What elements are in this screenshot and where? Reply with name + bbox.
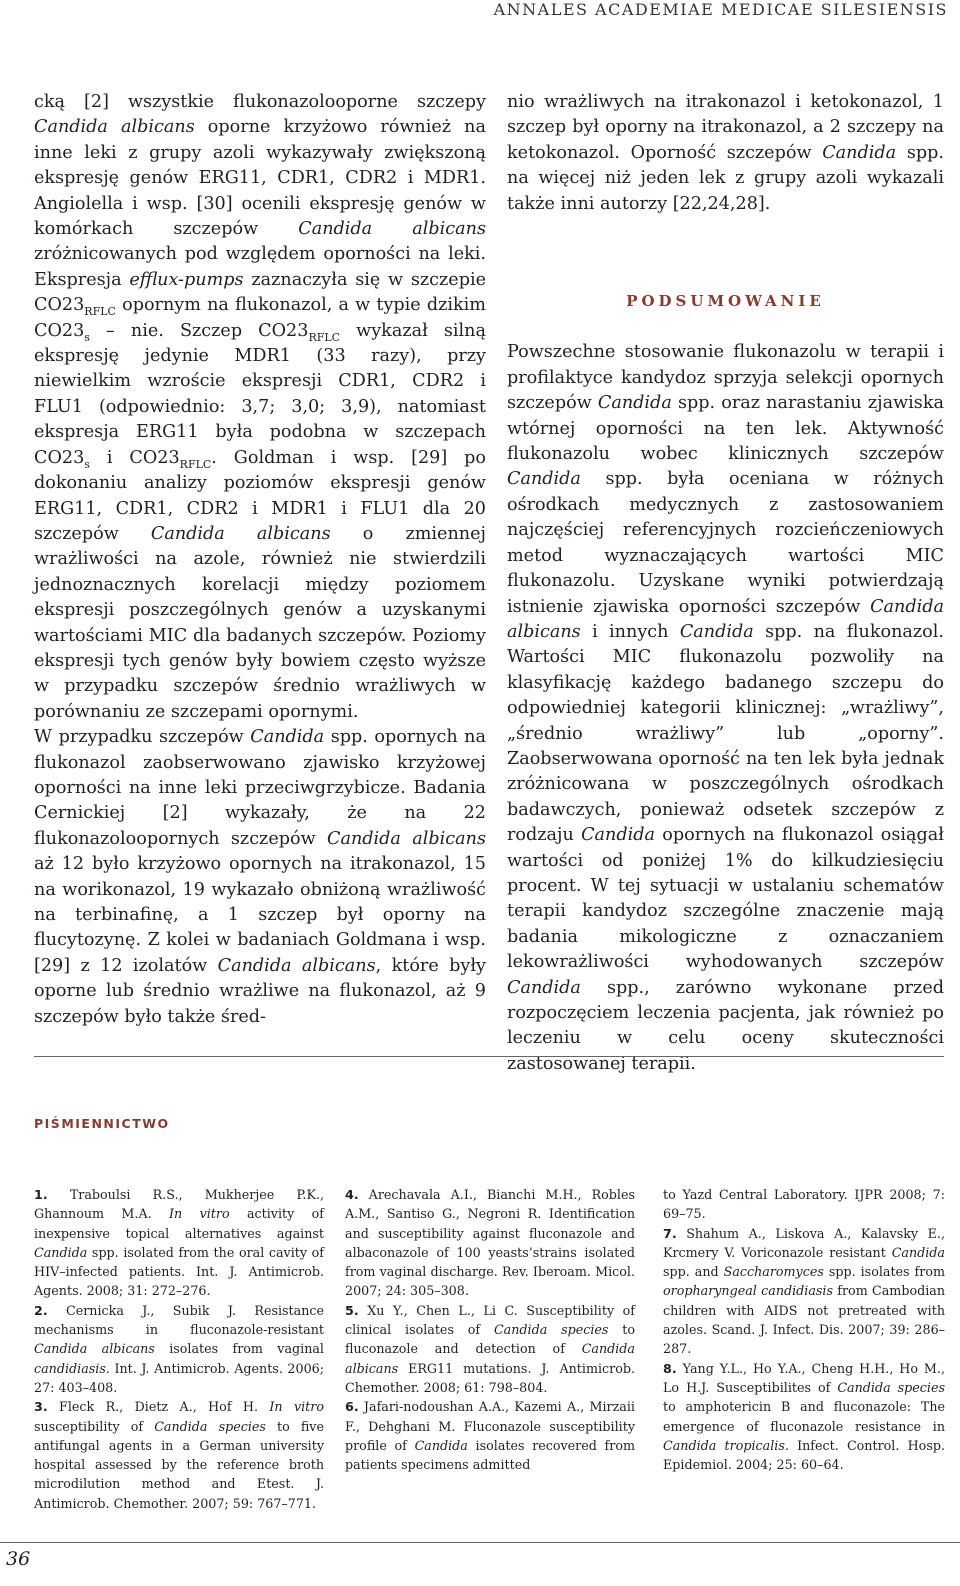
text-run: Cernicka J., Subik J. Resistance mechanisms in fluconazole-resistant <box>34 1302 324 1338</box>
text-run: W przypadku szczepów <box>34 727 251 748</box>
paragraph <box>345 1301 635 1397</box>
paragraph <box>507 340 944 1077</box>
text-run: to five antifungal agents in a German university hospital assessed by the reference broth microdilution method and Etest. J. Antimicrob. Chemother. 2007; 59: 767–771. <box>34 1418 324 1511</box>
body-column-left <box>34 90 486 1030</box>
reference-number: 3. <box>34 1399 48 1415</box>
italic-text: Candida albicans <box>34 117 195 138</box>
italic-text: Candida albicans <box>217 955 376 976</box>
italic-text: Candida <box>507 977 581 998</box>
text-run: isolates recovered from patients specimens admitted <box>345 1437 635 1473</box>
italic-text: Candida <box>679 621 754 642</box>
body-column-right-summary <box>507 340 944 1077</box>
text-run: activity of inexpensive topical alternatives against <box>34 1206 325 1241</box>
italic-text: Candida albicans <box>345 1341 635 1376</box>
text-run: spp. była oceniana w różnych ośrodkach medycznych z zastosowaniem najczęściej referencyjnych rozcieńczeniowych metod wyznaczających wartości MIC flukonazolu. Uzyskane wyniki potwierdzają istnienie zjawiska oporności szczepów <box>507 469 944 617</box>
body-column-right-top <box>507 90 944 217</box>
italic-text: efflux-pumps <box>129 269 244 290</box>
references-column-2 <box>345 1185 635 1474</box>
text-run: zaznaczyła się w szczepie CO23 <box>34 269 486 316</box>
paragraph <box>345 1185 635 1301</box>
text-run: . Goldman i wsp. [29] po dokonaniu analizy poziomów ekspresji genów ERG11, CDR1, CDR2 i MDR1 i FLU1 dla 20 szczepów <box>34 447 486 544</box>
reference-number: 1. <box>34 1187 48 1202</box>
text-run: cką [2] wszystkie flukonazolooporne szczepy <box>34 92 486 112</box>
italic-text: Candida albicans <box>298 219 486 240</box>
text-run: Xu Y., Chen L., Li C. Susceptibility of clinical isolates of <box>345 1302 635 1338</box>
section-heading-podsumowanie: PODSUMOWANIE <box>626 292 825 311</box>
italic-text: Candida albicans <box>507 596 944 642</box>
text-run: to Yazd Central Laboratory. IJPR 2008; 7: 69–75. <box>663 1187 945 1222</box>
italic-text: oropharyngeal candidiasis <box>663 1283 833 1299</box>
subscript: RFLC <box>308 330 341 344</box>
italic-text: Candida <box>507 469 581 490</box>
text-run: spp. na więcej niż jeden lek z grupy azoli wykazali także inni autorzy [22,24,28]. <box>507 142 944 214</box>
references-column-3 <box>663 1185 945 1474</box>
italic-text: Candida <box>822 142 897 163</box>
paragraph <box>507 90 944 217</box>
subscript: RFLC <box>179 457 212 471</box>
paragraph <box>34 1397 324 1513</box>
footer-rule <box>0 1542 960 1543</box>
paragraph <box>34 725 486 1030</box>
text-run: Powszechne stosowanie flukonazolu w terapii i profilaktyce kandydoz sprzyja selekcji opornych szczepów <box>507 342 944 414</box>
paragraph <box>34 90 486 725</box>
text-run: opornych na flukonazol osiągał wartości od poniżej 1% do kilkudziesięciu procent. W tej sytuacji w ustalaniu schematów terapii kandydoz szczególne znaczenie mają badania mikologiczne z oznaczaniem lekowrażliwości wyhodowanych szczepów <box>507 825 945 973</box>
reference-number: 6. <box>345 1399 359 1415</box>
text-run: opornym na flukonazol, a w typie dzikim CO23 <box>34 295 486 341</box>
text-run: aż 12 było krzyżowo opornych na itrakonazol, 15 na worikonazol, 19 wykazało obniżoną wrażliwość na terbinafinę, a 1 szczep był oporny na flucytozynę. Z kolei w badaniach Goldmana i wsp. [29] z 12 izolatów <box>34 854 486 976</box>
italic-text: Saccharomyces <box>723 1264 824 1280</box>
reference-number: 7. <box>663 1225 677 1241</box>
paragraph <box>345 1397 635 1474</box>
italic-text: Candida <box>597 393 672 414</box>
italic-text: Candida species <box>154 1418 266 1434</box>
text-run: i innych <box>580 621 680 642</box>
text-run: spp. isolates from <box>823 1264 945 1280</box>
text-run: Jafari-nodoushan A.A., Kazemi A., Mirzaii F., Dehghani M. Fluconazole susceptibility profile of <box>345 1399 635 1453</box>
italic-text: Candida <box>250 727 325 748</box>
text-run: . Infect. Control. Hosp. Epidemiol. 2004; 25: 60–64. <box>663 1437 945 1473</box>
paragraph <box>663 1224 945 1359</box>
italic-text: Candida albicans <box>150 523 331 544</box>
reference-number: 4. <box>345 1187 359 1202</box>
text-run: spp. opornych na flukonazol zaobserwowano zjawisko krzyżowej oporności na inne leki przeciwgrzybicze. Badania Cernickiej [2] wykazały, że na 22 flukonazoloopornych szczepów <box>34 727 486 849</box>
text-run: Yang Y.L., Ho Y.A., Cheng H.H., Ho M., Lo H.J. Susceptibilites of <box>663 1360 945 1395</box>
text-run: – nie. Szczep CO23 <box>89 320 309 341</box>
text-run: ERG11 mutations. J. Antimicrob. Chemother. 2008; 61: 798–804. <box>345 1360 635 1395</box>
italic-text: In vitro <box>269 1399 324 1415</box>
text-run: Arechavala A.I., Bianchi M.H., Robles A.M., Santiso G., Negroni R. Identification and susceptibility against fluconazole and albaconazole of 100 yeasts’strains isolated from vaginal discharge. Rev. Iberoam. Micol. 2007; 24: 305–308. <box>345 1187 635 1299</box>
text-run: susceptibility of <box>34 1418 155 1434</box>
italic-text: Candida <box>414 1437 468 1453</box>
text-run: spp. isolated from the oral cavity of HIV–infected patients. Int. J. Antimicrob. Agents. 2008; 31: 272–276. <box>34 1244 324 1299</box>
reference-number: 8. <box>663 1360 677 1376</box>
references-column-1 <box>34 1185 324 1513</box>
paragraph <box>34 1185 324 1301</box>
italic-text: candidiasis <box>34 1360 106 1376</box>
journal-header: ANNALES ACADEMIAE MEDICAE SILESIENSIS <box>493 0 948 19</box>
italic-text: Candida species <box>493 1322 609 1338</box>
italic-text: Candida albicans <box>327 828 486 849</box>
subscript: RFLC <box>84 305 116 319</box>
section-divider <box>34 1056 944 1057</box>
italic-text: Candida species <box>837 1379 945 1395</box>
italic-text: Candida <box>34 1244 88 1260</box>
italic-text: In vitro <box>169 1206 230 1222</box>
text-run: from Cambodian children with AIDS not pretreated with azoles. Scand. J. Infect. Dis. 2007; 39: 286–287. <box>663 1283 945 1357</box>
reference-number: 5. <box>345 1302 359 1318</box>
text-run: spp., zarówno wykonane przed rozpoczęciem leczenia pacjenta, jak również po leczeniu w celu oceny skuteczności zastosowanej terapii. <box>507 977 944 1074</box>
text-run: Traboulsi R.S., Mukherjee P.K., Ghannoum M.A. <box>34 1187 324 1222</box>
text-run: Fleck R., Dietz A., Hof H. <box>47 1399 270 1415</box>
text-run: zróżnicowanych pod względem oporności na leki. Ekspresja <box>34 244 486 290</box>
reference-number: 2. <box>34 1302 48 1318</box>
subscript: s <box>84 330 90 344</box>
text-run: o zmiennej wrażliwości na azole, również nie stwierdzili jednoznacznych korelacji między poziomem ekspresji poszczególnych genów a uzyskanymi wartościami MIC dla badanych szczepów. Poziomy ekspresji tych genów były bowiem często wyższe w przypadku szczepów średnio wrażliwych w porównaniu ze szczepami opornymi. <box>34 523 486 722</box>
text-run: spp. oraz narastaniu zjawiska wtórnej oporności na ten lek. Aktywność flukonazolu wobec klinicznych szczepów <box>507 393 944 465</box>
subscript: s <box>84 457 90 471</box>
text-run: to fluconazole and detection of <box>345 1322 635 1357</box>
italic-text: Candida albicans <box>34 1341 155 1357</box>
text-run: , które były oporne lub średnio wrażliwe na flukonazol, aż 9 szczepów było także śred- <box>34 955 486 1027</box>
italic-text: Candida <box>581 825 656 846</box>
page-number: 36 <box>6 1548 31 1570</box>
paragraph <box>34 1301 324 1397</box>
paragraph <box>663 1359 945 1475</box>
body-column-right <box>507 90 944 1077</box>
text-run: Shahum A., Liskova A., Kalavsky E., Krcmery V. Voriconazole resistant <box>663 1225 945 1260</box>
text-run: i CO23 <box>89 447 180 468</box>
paragraph <box>663 1185 945 1224</box>
italic-text: Candida tropicalis <box>663 1437 785 1453</box>
text-run: nio wrażliwych na itrakonazol i ketokonazol, 1 szczep był oporny na itrakonazol, a 2 szczepy na ketokonazol. Oporność szczepów <box>507 92 944 163</box>
text-run: wykazał silną ekspresję jedynie MDR1 (33 razy), przy niewielkim wzroście ekspresji CDR1, CDR2 i FLU1 (odpowiednio: 3,7; 3,0; 3,9), natomiast ekspresja ERG11 była podobna w szczepach CO23 <box>34 320 486 468</box>
text-run: isolates from vaginal <box>154 1341 324 1357</box>
text-run: spp. na flukonazol. Wartości MIC flukonazolu pozwoliły na klasyfikację każdego badanego szczepu do odpowiedniej kategorii klinicznej: „wrażliwy”, „średnio wrażliwy” lub „oporny”. Zaobserwowana oporność na ten lek była jednak zróżnicowana w poszczególnych ośrodkach badawczych, ponieważ odsetek szczepów z rodzaju <box>507 621 944 846</box>
references-title: PIŚMIENNICTWO <box>34 1116 170 1131</box>
text-run: to amphotericin B and fluconazole: The emergence of fluconazole resistance in <box>663 1399 945 1434</box>
text-run: spp. and <box>663 1264 724 1280</box>
text-run: . Int. J. Antimicrob. Agents. 2006; 27: 403–408. <box>34 1360 324 1395</box>
italic-text: Candida <box>891 1244 945 1260</box>
text-run: oporne krzyżowo również na inne leki z grupy azoli wykazywały zwiększoną ekspresję genów ERG11, CDR1, CDR2 i MDR1. Angiolella i wsp. [30] ocenili ekspresję genów w komórkach szczepów <box>34 117 486 240</box>
